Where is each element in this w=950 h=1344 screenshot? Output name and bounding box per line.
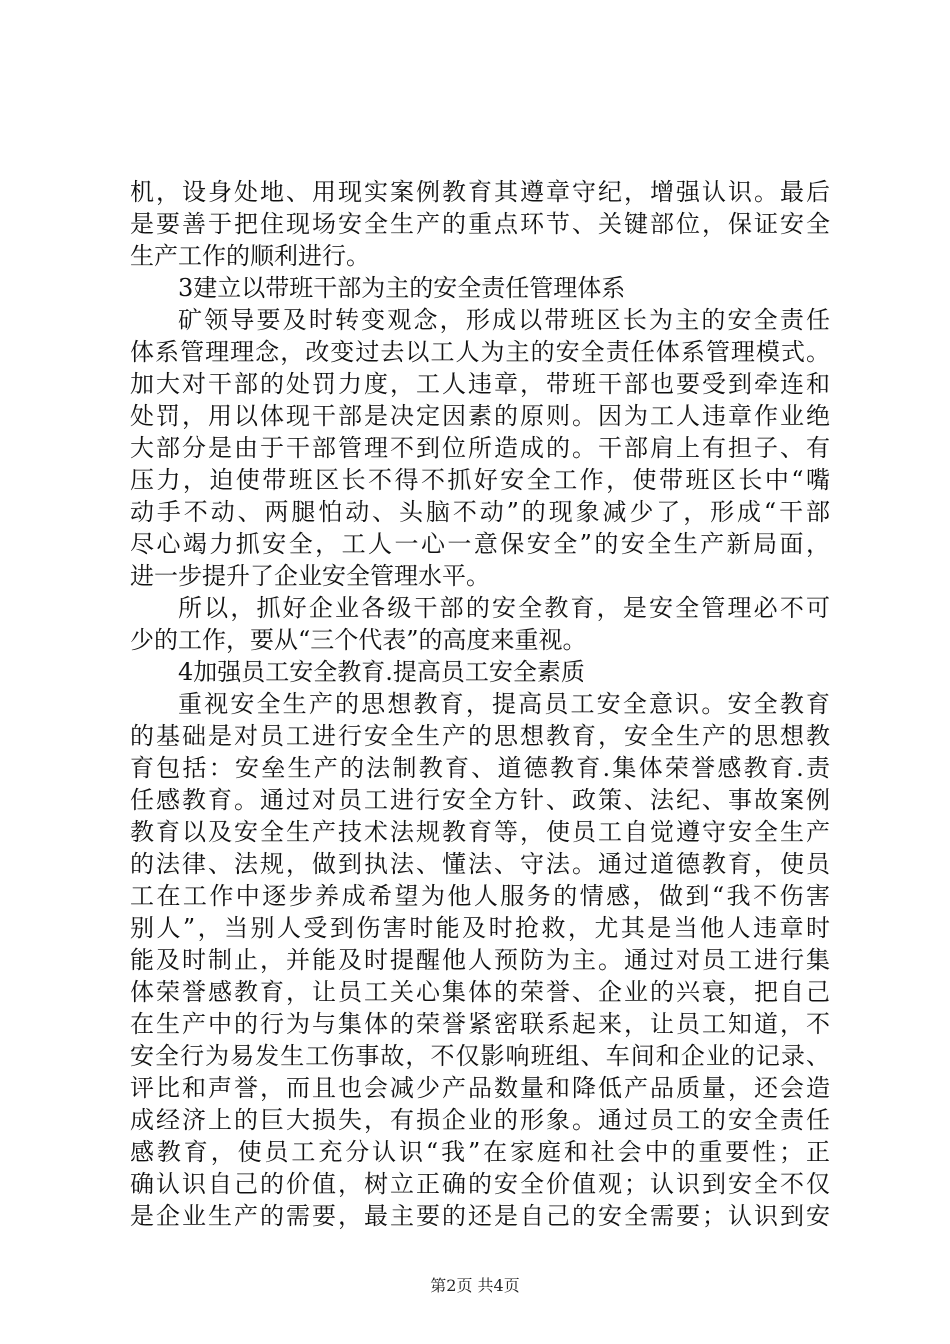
document-body <box>130 176 830 1232</box>
page-footer: 第2页 共4页 <box>430 1276 520 1295</box>
text-line: 机，设身处地、用现实案例教育其遵章守纪，增强认识。最后 <box>130 178 830 206</box>
text-line: 少的工作，要从“三个代表”的高度来重视。 <box>130 626 587 654</box>
section-heading: 3建立以带班干部为主的安全责任管理体系 <box>178 274 626 302</box>
text-line: 是企业生产的需要，最主要的还是自己的安全需要；认识到安 <box>130 1202 830 1230</box>
text-line: 处罚，用以体现干部是决定因素的原则。因为工人违章作业绝 <box>130 402 830 430</box>
text-line: 体荣誉感教育，让员工关心集体的荣誉、企业的兴衰，把自己 <box>130 978 830 1006</box>
text-line: 的基础是对员工进行安全生产的思想教育，安全生产的思想教 <box>130 722 830 750</box>
text-line: 成经济上的巨大损失，有损企业的形象。通过员工的安全责任 <box>130 1106 830 1134</box>
text-line: 大部分是由于干部管理不到位所造成的。干部肩上有担子、有 <box>130 434 830 462</box>
text-line: 工在工作中逐步养成希望为他人服务的情感，做到“我不伤害 <box>130 882 830 910</box>
text-line: 感教育，使员工充分认识“我”在家庭和社会中的重要性；正 <box>130 1138 830 1166</box>
text-line: 教育以及安全生产技术法规教育等，使员工自觉遵守安全生产 <box>130 818 830 846</box>
text-line: 矿领导要及时转变观念，形成以带班区长为主的安全责任 <box>178 306 830 334</box>
text-line: 能及时制止，并能及时提醒他人预防为主。通过对员工进行集 <box>130 946 830 974</box>
text-line: 任感教育。通过对员工进行安全方针、政策、法纪、事故案例 <box>130 786 830 814</box>
text-line: 确认识自己的价值，树立正确的安全价值观；认识到安全不仅 <box>130 1170 830 1198</box>
text-line: 动手不动、两腿怕动、头脑不动”的现象减少了，形成“干部 <box>130 498 830 526</box>
text-line: 是要善于把住现场安全生产的重点环节、关键部位，保证安全 <box>130 210 830 238</box>
text-line: 安全行为易发生工伤事故，不仅影响班组、车间和企业的记录、 <box>130 1042 830 1070</box>
text-line: 尽心竭力抓安全，工人一心一意保安全”的安全生产新局面， <box>130 530 830 558</box>
text-line: 生产工作的顺利进行。 <box>130 242 370 270</box>
section-heading: 4加强员工安全教育.提高员工安全素质 <box>178 658 585 686</box>
text-line: 体系管理理念，改变过去以工人为主的安全责任体系管理模式。 <box>130 338 830 366</box>
text-line: 重视安全生产的思想教育，提高员工安全意识。安全教育 <box>178 690 830 718</box>
text-line: 别人”，当别人受到伤害时能及时抢救，尤其是当他人违章时 <box>130 914 830 942</box>
text-line: 所以，抓好企业各级干部的安全教育，是安全管理必不可 <box>178 594 830 622</box>
text-line: 进一步提升了企业安全管理水平。 <box>130 562 490 590</box>
text-line: 在生产中的行为与集体的荣誉紧密联系起来，让员工知道，不 <box>130 1010 830 1038</box>
text-line: 加大对干部的处罚力度，工人违章，带班干部也要受到牵连和 <box>130 370 830 398</box>
text-line: 压力，迫使带班区长不得不抓好安全工作，使带班区长中“嘴 <box>130 466 830 494</box>
text-line: 的法律、法规，做到执法、懂法、守法。通过道德教育，使员 <box>130 850 830 878</box>
text-line: 育包括：安垒生产的法制教育、道德教育.集体荣誉感教育.责 <box>130 754 830 782</box>
text-line: 评比和声誉，而且也会减少产品数量和降低产品质量，还会造 <box>130 1074 830 1102</box>
